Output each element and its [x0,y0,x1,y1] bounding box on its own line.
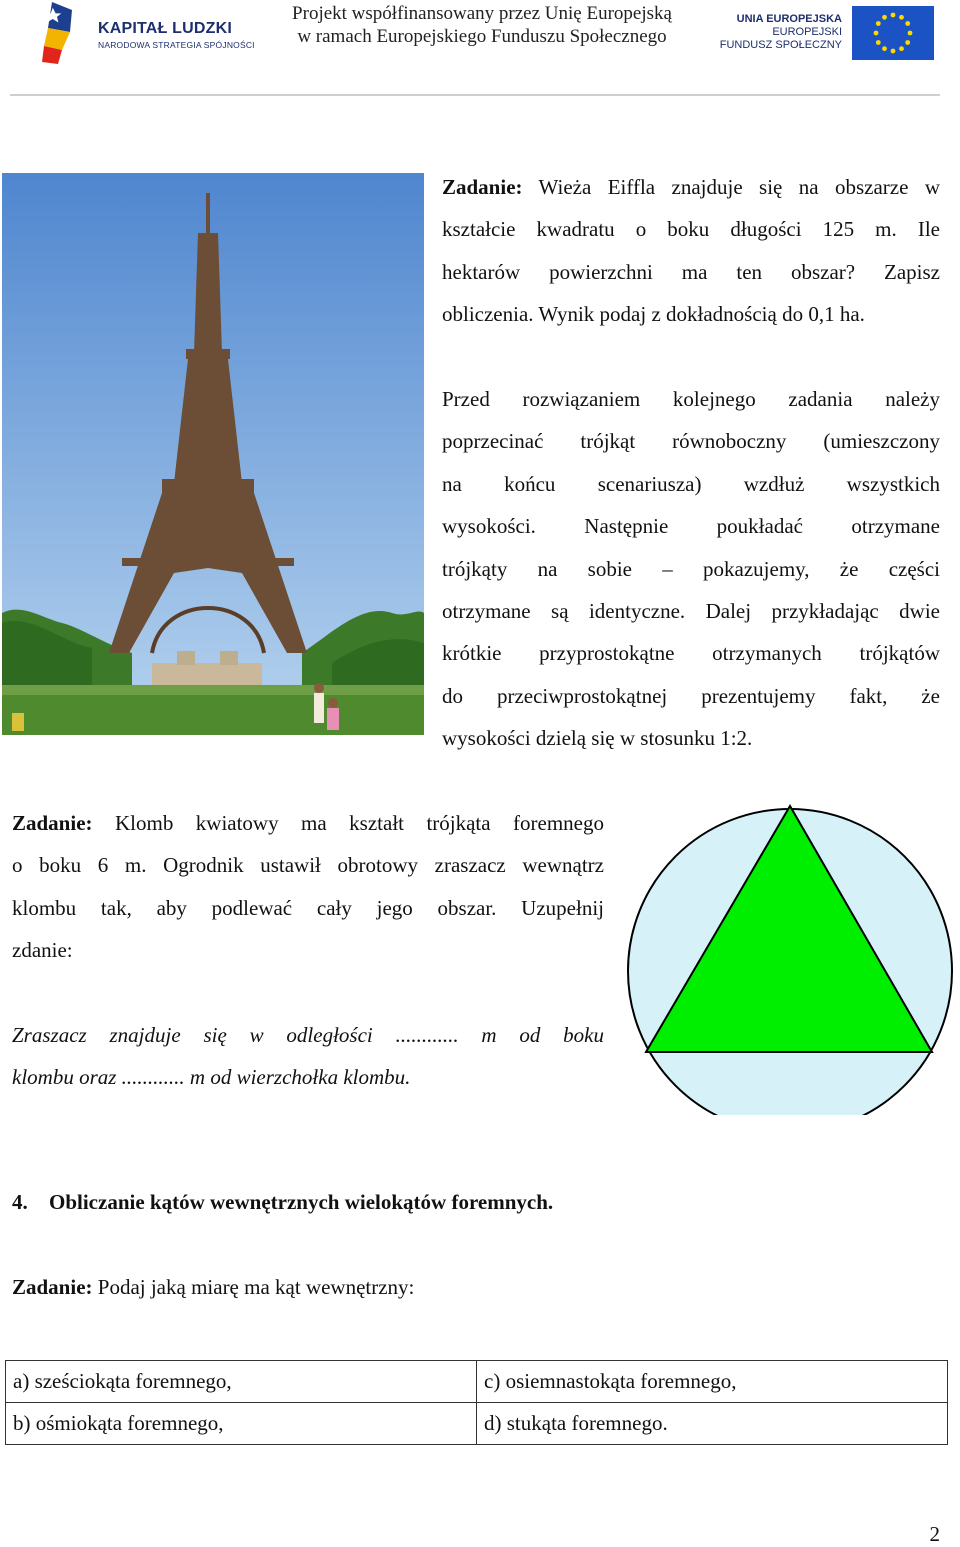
task1-label: Zadanie: [442,175,523,199]
task2-label: Zadanie: [12,811,93,835]
task2-text [12,802,604,972]
section4-number: 4. [12,1190,28,1214]
table-cell: c) osiemnastokąta foremnego, [477,1361,948,1403]
task3-label: Zadanie: [12,1275,93,1299]
table-cell: d) stukąta foremnego. [477,1403,948,1445]
intro-line: poprzecinać trójkąt równoboczny (umieszczony [442,429,940,454]
page-number: 2 [929,1522,940,1546]
intro-line: trójkąty na sobie – pokazujemy, że części [442,556,940,581]
task1-line: Wieża Eiffla znajduje się na obszarze w [538,175,940,199]
eu-logo-line1: UNIA EUROPEJSKA [736,13,842,25]
intro-line: wysokości. Następnie poukładać otrzymane [442,514,940,539]
table-row [6,1403,948,1445]
task3-table [5,1360,948,1445]
header-divider [10,94,940,96]
intro-line: wysokości dzielą się w stosunku 1:2. [442,726,753,751]
task1-line: kształcie kwadratu o boku długości 125 m. Ile [442,217,940,242]
task3-text [12,1275,414,1300]
eu-logo-line2: EUROPEJSKI [772,26,842,38]
task2-line: zdanie: [12,938,73,963]
eu-logo-line3: FUNDUSZ SPOŁECZNY [719,39,842,51]
table-row [6,1361,948,1403]
table-cell: a) sześciokąta foremnego, [6,1361,477,1403]
task3-instruction: Podaj jaką miarę ma kąt wewnętrzny: [97,1275,415,1299]
section4-title: Obliczanie kątów wewnętrznych wielokątów foremnych. [49,1190,554,1214]
project-cofinancing-line2: w ramach Europejskiego Funduszu Społecznego [297,26,667,47]
task2-fill-sentence [12,1014,604,1099]
task1-line: hektarów powierzchni ma ten obszar? Zapisz [442,259,940,284]
eu-flag-icon [852,6,934,60]
task2-line: o boku 6 m. Ogrodnik ustawił obrotowy zraszacz wewnątrz [12,853,604,878]
project-cofinancing-line1: Projekt współfinansowany przez Unię Europejską [292,3,672,24]
fill-line: Zraszacz znajduje się w odległości ............ m od boku [12,1023,604,1047]
inscribed-triangle-diagram [620,800,960,1115]
intro-line: krótkie przyprostokątne otrzymanych trójkątów [442,641,940,666]
task1-text [442,166,940,336]
eiffel-tower-photo [2,173,424,735]
kapital-ludzki-emblem-icon [42,2,98,64]
intro-paragraph [442,378,940,760]
intro-line: otrzymane są identyczne. Dalej przykładając dwie [442,599,940,624]
fill-line: klombu oraz ............ m od wierzchołka klombu. [12,1065,411,1090]
task2-line: klombu tak, aby podlewać cały jego obszar. Uzupełnij [12,895,604,920]
task2-line: Klomb kwiatowy ma kształt trójkąta foremnego [114,811,605,835]
task1-line: obliczenia. Wynik podaj z dokładnością do 0,1 ha. [442,302,865,327]
intro-line: na końcu scenariusza) wzdłuż wszystkich [442,471,940,496]
intro-line: do przeciwprostokątnej prezentujemy fakt, że [442,683,940,708]
table-cell: b) ośmiokąta foremnego, [6,1403,477,1445]
kapital-ludzki-title: KAPITAŁ LUDZKI [98,20,233,37]
kapital-ludzki-subtitle: NARODOWA STRATEGIA SPÓJNOŚCI [98,40,255,50]
intro-line: Przed rozwiązaniem kolejnego zadania należy [442,387,940,411]
